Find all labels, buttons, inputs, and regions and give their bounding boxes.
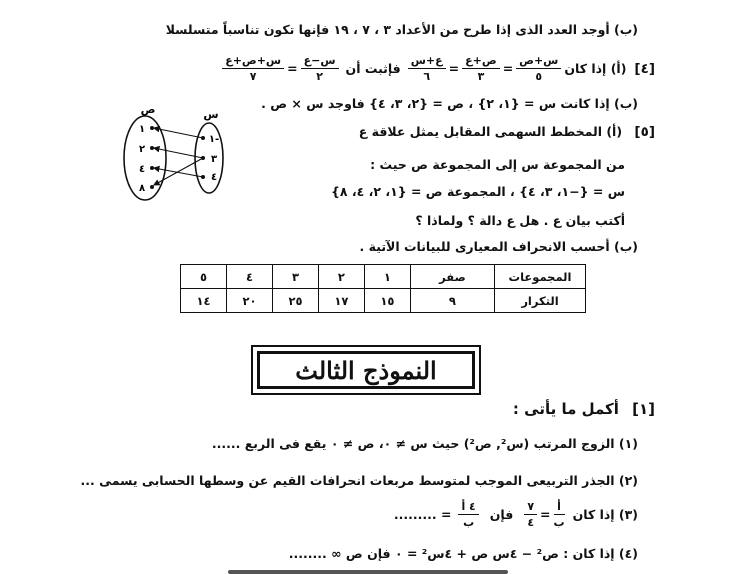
question-4a-label: (أ) إذا كان bbox=[564, 61, 627, 76]
question-4b-text: (ب) إذا كانت س = {١، ٢} ، ص = {٢، ٣، ٤} فاوجد س × ص . bbox=[261, 96, 638, 111]
table-cell: ١ bbox=[364, 265, 410, 289]
model-title-box bbox=[251, 345, 481, 395]
fraction-2: $\frac{\text{ص+ع}}{٣}$ bbox=[462, 54, 500, 83]
table-cell: ٩ bbox=[410, 289, 494, 313]
section-1-item-2: (٢) الجذر التربيعى الموجب لمتوسط مربعات انحرافات القيم عن وسطها الحسابى يسمى ... bbox=[80, 473, 638, 488]
set-y-label: ص bbox=[140, 103, 156, 116]
section-1-tag: [١] bbox=[632, 400, 655, 418]
table-cell: التكرار bbox=[495, 289, 586, 313]
table-cell: ٣ bbox=[272, 265, 318, 289]
frequency-table bbox=[180, 264, 586, 313]
table-cell: ٥ bbox=[181, 265, 227, 289]
y-element-2: ٢ bbox=[138, 144, 146, 155]
y-element-4: ٨ bbox=[138, 183, 146, 194]
fraction-1: $\frac{\text{س+ص}}{٥}$ bbox=[516, 54, 561, 83]
table-cell: صفر bbox=[410, 265, 494, 289]
table-cell: المجموعات bbox=[495, 265, 586, 289]
question-4a: [٤] (أ) إذا كان $\frac{\text{س+ص}}{٥}$ = $\frac{\text{ص+ع}}{٣}$ = $\frac{\text{ع+س}}{٦}$ فإثبت أن $\frac{\text{س−ع}}{٢}$ = $\frac{\text{س+ص+ع}}{٧}$ bbox=[219, 54, 655, 83]
question-5a-line3: س = {−١، ٣، ٤} ، المجموعة ص = {١، ٢، ٤، ٨} bbox=[330, 184, 625, 199]
table-row bbox=[181, 265, 586, 289]
fraction-5: $\frac{\text{س+ص+ع}}{٧}$ bbox=[222, 54, 284, 83]
arrow-diagram bbox=[110, 100, 240, 210]
section-1-item-1: (١) الزوج المرتب (س², ص²) حيث س ≠ ٠، ص ≠ ٠ يقع فى الربع ...... bbox=[211, 436, 638, 451]
model-title: النموذج الثالث bbox=[257, 351, 475, 389]
item3-fraction-3: $\frac{\text{٤ أ}}{\text{ب}}$ bbox=[458, 500, 478, 529]
x-element-3: ٤ bbox=[210, 172, 218, 183]
question-4-tag: [٤] bbox=[634, 60, 655, 77]
item3-fraction-1: $\frac{\text{أ}}{\text{ب}}$ bbox=[553, 500, 565, 529]
item3-fraction-2: $\frac{٧}{٤}$ bbox=[524, 500, 537, 529]
scroll-indicator bbox=[228, 570, 508, 574]
section-1-heading bbox=[513, 400, 655, 418]
question-5-tag: [٥] bbox=[634, 124, 655, 140]
y-element-3: ٤ bbox=[138, 164, 146, 175]
top-edge bbox=[0, 0, 737, 6]
section-1-item-3: (٣) إذا كان $\frac{\text{أ}}{\text{ب}}$ = $\frac{٧}{٤}$ فإن $\frac{\text{٤ أ}}{\text{ب}}$ = ......... bbox=[393, 500, 638, 529]
table-cell: ١٥ bbox=[364, 289, 410, 313]
section-1-title: أكمل ما يأتى : bbox=[512, 400, 619, 418]
fraction-3: $\frac{\text{ع+س}}{٦}$ bbox=[408, 54, 446, 83]
fraction-4: $\frac{\text{س−ع}}{٢}$ bbox=[301, 54, 339, 83]
x-element-1: -١ bbox=[208, 134, 220, 145]
question-3b-text: (ب) أوجد العدد الذى إذا طرح من الأعداد ٣ ، ٧ ، ١٩ فإنها تكون تناسباً متسلسلا bbox=[165, 22, 638, 37]
x-element-2: ٣ bbox=[210, 154, 218, 165]
set-x-label: س bbox=[203, 108, 219, 121]
question-5a-line4: أكتب بيان ع . هل ع دالة ؟ ولماذا ؟ bbox=[415, 213, 625, 228]
question-5b-text: (ب) أحسب الانحراف المعيارى للبيانات الآتية . bbox=[359, 239, 638, 254]
table-cell: ١٤ bbox=[181, 289, 227, 313]
table-cell: ٤ bbox=[227, 265, 273, 289]
table-cell: ٢٥ bbox=[272, 289, 318, 313]
y-element-1: ١ bbox=[138, 124, 146, 135]
table-cell: ٢٠ bbox=[227, 289, 273, 313]
section-1-item-4: (٤) إذا كان : ص² − ٤س ص + ٤س² = ٠ فإن ص ∞ ........ bbox=[288, 546, 638, 561]
question-5a-line1: [٥] (أ) المخطط السهمى المقابل يمثل علاقة ع bbox=[358, 124, 655, 140]
table-cell: ٢ bbox=[318, 265, 364, 289]
prove-label: فإثبت أن bbox=[345, 61, 401, 76]
question-5a-line2: من المجموعة س إلى المجموعة ص حيث : bbox=[370, 157, 625, 172]
table-cell: ١٧ bbox=[318, 289, 364, 313]
table-row bbox=[181, 289, 586, 313]
